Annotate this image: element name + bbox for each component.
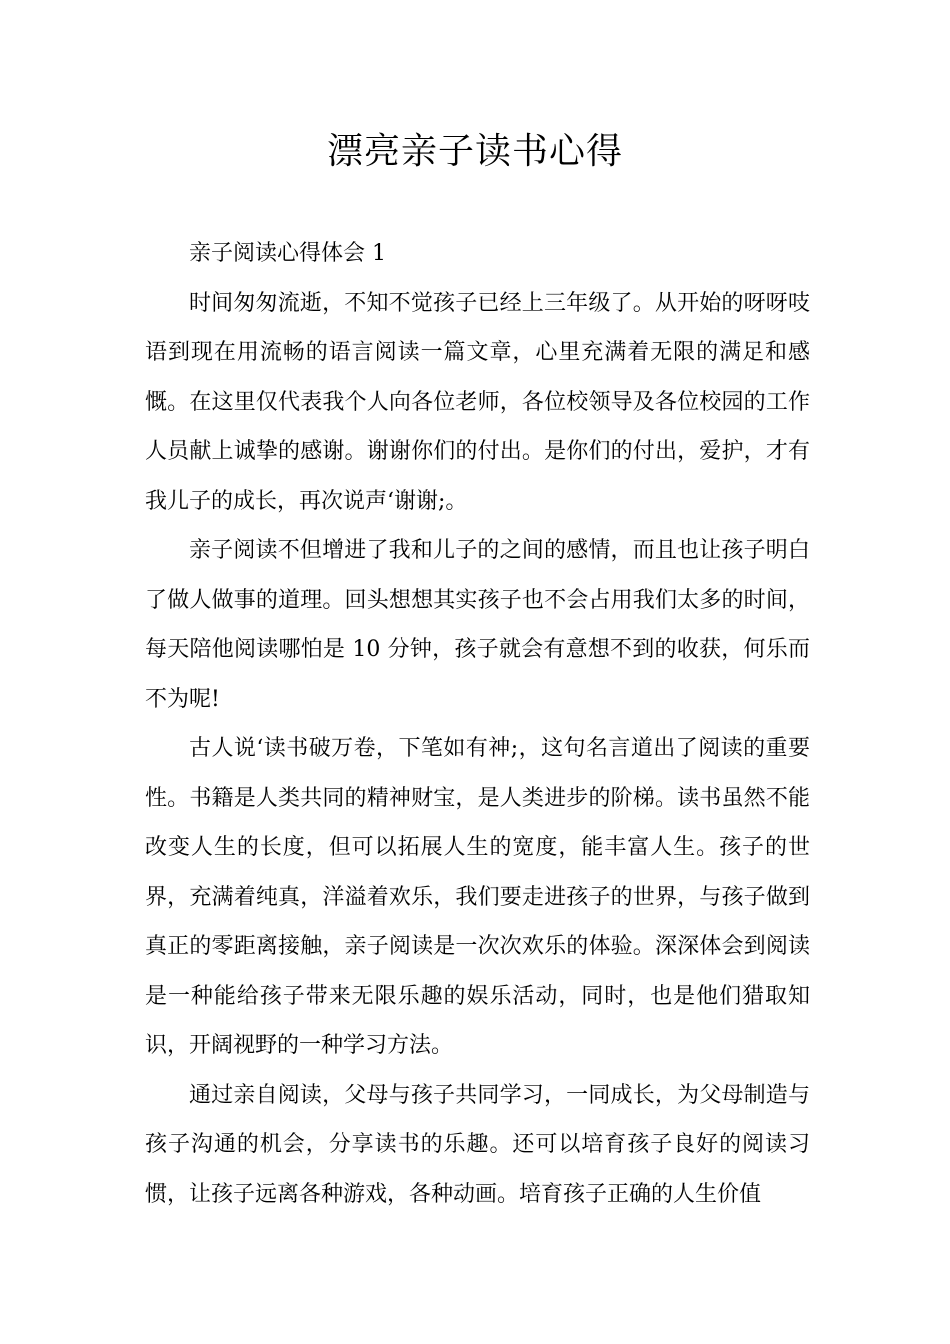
paragraph-1: 时间匆匆流逝，不知不觉孩子已经上三年级了。从开始的呀呀吱语到现在用流畅的语言阅读一篇文章，心里充满着无限的满足和感慨。在这里仅代表我个人向各位老师，各位校领导及各位校园的工作人员献上诚挚的感谢。谢谢你们的付出。是你们的付出，爱护，才有我儿子的成长，再次说声‘谢谢;。 [145,290,810,514]
document-body [145,229,810,1219]
paragraph-2: 亲子阅读不但增进了我和儿子的之间的感情，而且也让孩子明白了做人做事的道理。回头想想其实孩子也不会占用我们太多的时间，每天陪他阅读哪怕是 10 分钟，孩子就会有意想不到的收获，何乐而不为呢! [145,538,810,712]
paragraph-4: 通过亲自阅读，父母与孩子共同学习，一同成长，为父母制造与孩子沟通的机会，分享读书的乐趣。还可以培育孩子良好的阅读习惯，让孩子远离各种游戏，各种动画。培育孩子正确的人生价值 [145,1082,810,1207]
document-title: 漂亮亲子读书心得 [326,131,623,172]
paragraph-3: 古人说‘读书破万卷，下笔如有神;，这句名言道出了阅读的重要性。书籍是人类共同的精神财宝，是人类进步的阶梯。读书虽然不能改变人生的长度，但可以拓展人生的宽度，能丰富人生。孩子的世界，充满着纯真，洋溢着欢乐，我们要走进孩子的世界，与孩子做到真正的零距离接触，亲子阅读是一次次欢乐的体验。深深体会到阅读是一种能给孩子带来无限乐趣的娱乐活动，同时，也是他们猎取知识，开阔视野的一种学习方法。 [145,736,810,1058]
section-subheading: 亲子阅读心得体会 1 [189,241,386,266]
